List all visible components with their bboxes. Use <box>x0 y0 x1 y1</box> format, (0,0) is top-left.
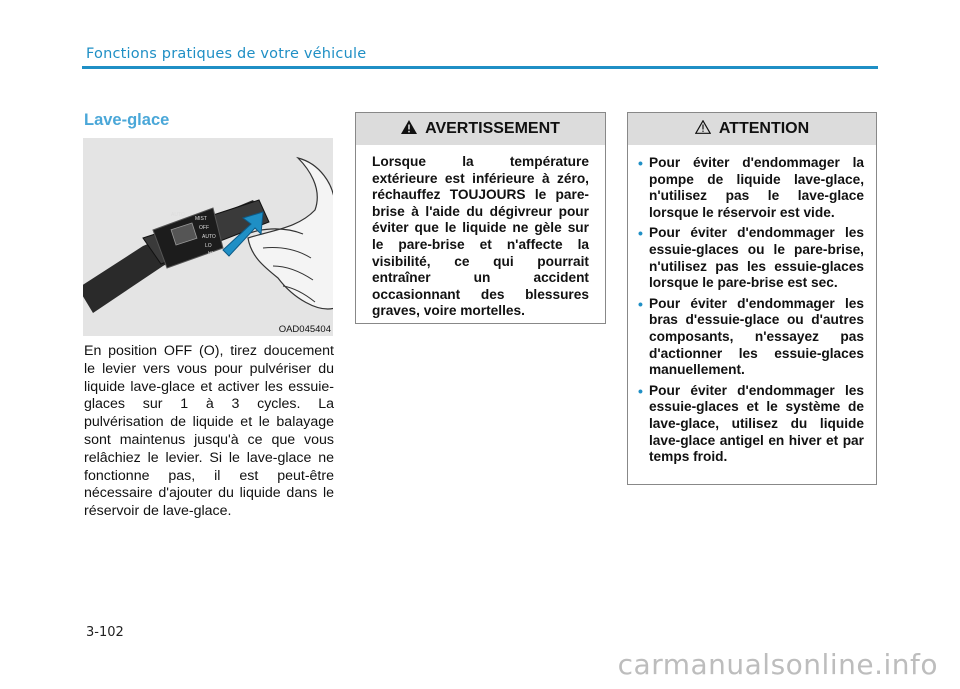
watermark: carmanualsonline.info <box>617 648 938 681</box>
header-rule <box>82 66 878 69</box>
running-header: Fonctions pratiques de votre véhicule <box>86 46 367 62</box>
bullet-icon: • <box>638 295 643 312</box>
attention-title: ATTENTION <box>718 120 810 137</box>
warning-box <box>355 112 606 324</box>
list-item: • Pour éviter d'endommager la pompe de liquide lave-glace, n'utilisez pas le lave-glace lorsque le réservoir est vide. <box>638 155 864 220</box>
page-number: 3-102 <box>86 625 124 640</box>
lever-label: LO <box>205 243 212 249</box>
attention-box <box>627 112 877 485</box>
warning-header <box>356 113 605 145</box>
attention-list <box>628 145 876 466</box>
list-item: • Pour éviter d'endommager les bras d'essuie-glace ou d'autres composants, n'essayez pas d'actionner les essuie-glaces manuellement. <box>638 295 864 378</box>
figure-code: OAD045404 <box>278 324 331 335</box>
bullet-icon: • <box>638 225 643 242</box>
bullet-icon: • <box>638 382 643 399</box>
lever-hand-drawing <box>83 138 333 336</box>
lever-label: AUTO <box>171 212 185 218</box>
caution-triangle-icon <box>695 120 711 139</box>
lever-label: HI <box>208 251 213 257</box>
attention-header <box>628 113 876 145</box>
list-item: • Pour éviter d'endommager les essuie-glaces ou le pare-brise, n'utilisez pas les essuie-glaces lorsque le pare-brise est sec. <box>638 225 864 291</box>
bullet-icon: • <box>638 155 643 171</box>
lever-label: AUTO <box>202 234 216 240</box>
lever-label: OFF <box>199 225 209 231</box>
warning-title: AVERTISSEMENT <box>425 120 560 137</box>
body-paragraph: En position OFF (O), tirez doucement le levier vers vous pour pulvériser du liquide lave-glace et activer les essuie-glaces sur 1 à 3 cycles. La pulvérisation de liquide et le balayage sont maintenus jusqu'à ce que vous relâchiez le levier. Si le lave-glace ne fonctionne pas, il est peut-être nécessaire d'ajouter du liquide dans le réservoir de lave-glace. <box>84 343 334 520</box>
list-item: • Pour éviter d'endommager les essuie-glaces et le système de lave-glace, utilisez du liquide lave-glace antigel en hiver et par temps froid. <box>638 382 864 465</box>
lever-label: MIST <box>195 216 207 222</box>
warning-triangle-icon <box>401 120 417 139</box>
warning-text: Lorsque la température extérieure est inférieure à zéro, réchauffez TOUJOURS le pare-brise à l'aide du dégivreur pour éviter que le liquide ne gèle sur le pare-brise et n'affecte la visibilité, ce qui pourrait entraîner un accident occasionnant des blessures graves, voire mortelles. <box>372 154 589 319</box>
wiper-lever-illustration <box>83 138 333 336</box>
section-title: Lave-glace <box>84 111 170 129</box>
